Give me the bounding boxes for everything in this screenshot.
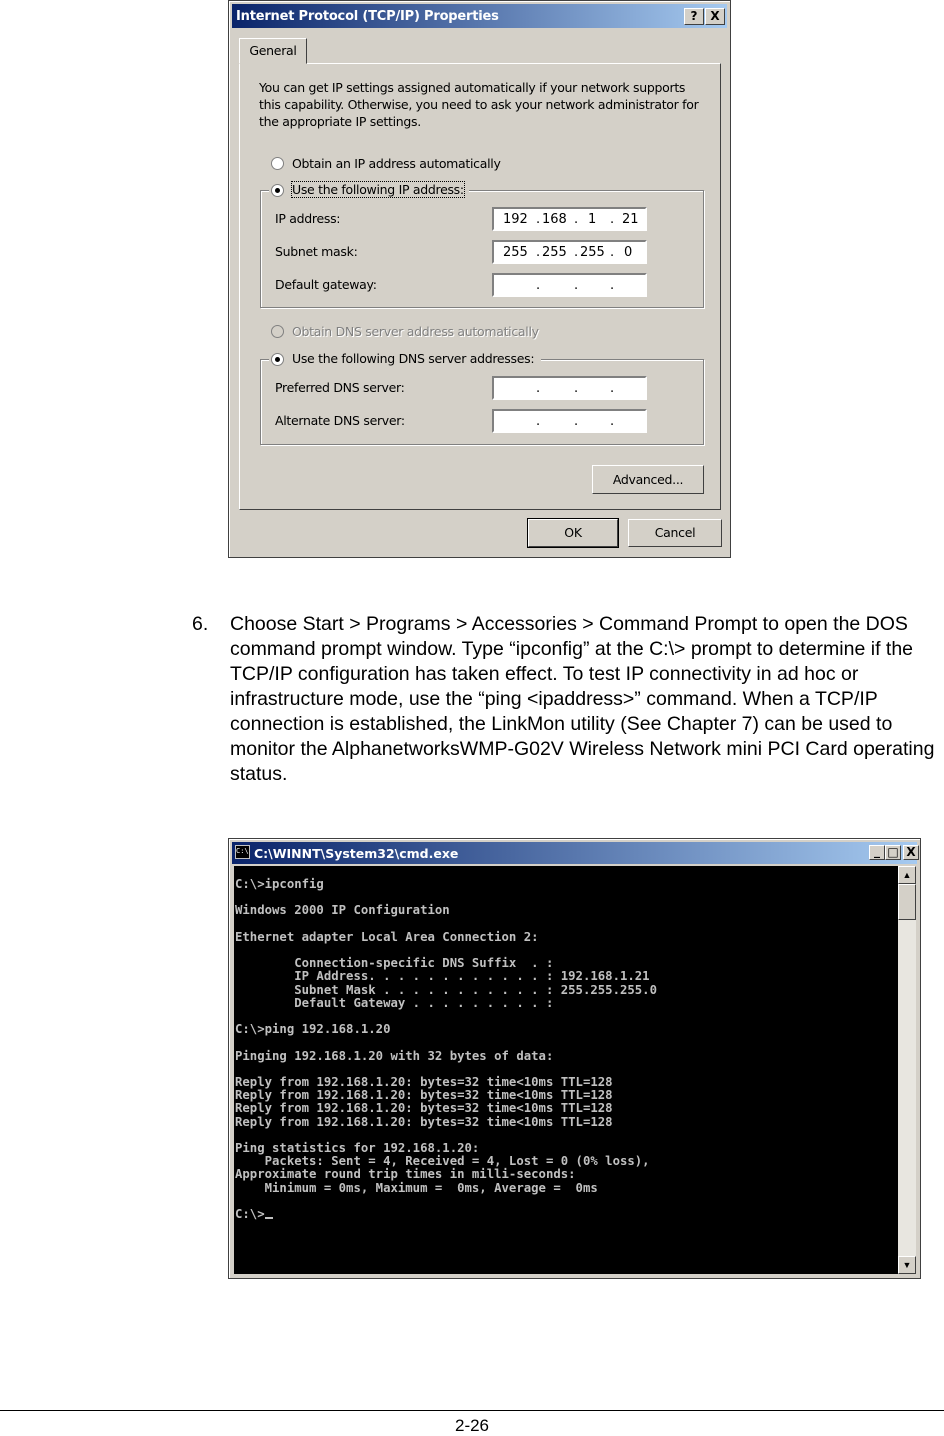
close-window-button[interactable]: X: [903, 845, 919, 860]
description-text: [259, 79, 698, 130]
dialog-title-bar[interactable]: [232, 4, 727, 28]
use-dns-radio[interactable]: [271, 353, 284, 366]
general-panel: [239, 63, 721, 510]
minimize-button[interactable]: _: [869, 845, 885, 860]
use-ip-radio[interactable]: [271, 184, 284, 197]
use-dns-legend: [269, 350, 541, 368]
cmd-title: C:\WINNT\System32\cmd.exe: [254, 846, 459, 861]
step-text: Choose Start > Programs > Accessories > Command Prompt to open the DOS command prompt window. Type “ipconfig” at the C:\> prompt to determine if the TCP/IP configuration has taken effect. To test IP connectivity in ad hoc or infrastructure mode, use the “ping <ipaddress>” command. When a TCP/IP connection is established, the LinkMon utility (See Chapter 7) can be used to monitor the AlphanetworksWMP-G02V Wireless Network mini PCI Card operating status.: [230, 613, 935, 785]
dialog-title: Internet Protocol (TCP/IP) Properties: [236, 9, 499, 24]
alternate-dns-label: Alternate DNS server:: [275, 413, 405, 428]
default-gateway-label: Default gateway:: [275, 277, 377, 292]
scroll-up-icon[interactable]: ▲: [898, 866, 916, 884]
obtain-dns-label: Obtain DNS server address automatically: [292, 324, 539, 339]
page-number: 2-26: [454, 1416, 490, 1435]
description-line: this capability. Otherwise, you need to ask your network administrator for: [259, 97, 699, 112]
cmd-title-bar[interactable]: [232, 842, 917, 864]
advanced-button[interactable]: Advanced...: [592, 465, 704, 494]
mask-octet: 255: [580, 245, 605, 260]
ip-address-label: IP address:: [275, 211, 341, 226]
cancel-button[interactable]: Cancel: [628, 519, 722, 547]
footer-rule: [0, 1410, 944, 1411]
ip-octet: 1: [588, 212, 597, 227]
mask-octet: 255: [503, 245, 528, 260]
subnet-mask-label: Subnet mask:: [275, 244, 358, 259]
cmd-window: [228, 838, 921, 1279]
tab-general[interactable]: General: [239, 38, 307, 64]
console-output[interactable]: [234, 866, 898, 1274]
subnet-mask-field[interactable]: 255 . 255 . 255 . 0: [492, 240, 647, 264]
obtain-ip-radio[interactable]: [271, 157, 284, 170]
maximize-button[interactable]: □: [885, 845, 901, 860]
console-icon[interactable]: C:\: [235, 845, 250, 859]
alternate-dns-field[interactable]: . . .: [492, 409, 647, 433]
ip-octet: 192: [503, 212, 528, 227]
console-text: C:\>ipconfig Windows 2000 IP Configuration Ethernet adapter Local Area Connection 2: Connection-specific DNS Suffix . : IP Address. . . . . . . . . . . . : 192.168.1.21 Subnet Mask . . . . . . . . . . . : 255.255.255.0 Default Gateway . . . . . . . . . : C:\>ping 192.168.1.20 Pinging 192.168.1.20 with 32 bytes of data: Reply from 192.168.1.20: bytes=32 time<10ms TTL=128 Reply from 192.168.1.20: bytes=32 time<10ms TTL=128 Reply from 192.168.1.20: bytes=32 time<10ms TTL=128 Reply from 192.168.1.20: bytes=32 time<10ms TTL=128 Ping statistics for 192.168.1.20: Packets: Sent = 4, Received = 4, Lost = 0 (0% loss), Approximate round trip times in milli-seconds: Minimum = 0ms, Maximum = 0ms, Average = 0ms C:\>: [235, 877, 657, 1222]
ip-address-field[interactable]: 192 . 168 . 1 . 21: [492, 207, 647, 231]
description-line: the appropriate IP settings.: [259, 114, 421, 129]
close-button[interactable]: X: [705, 8, 725, 25]
ip-octet: 21: [622, 212, 639, 227]
obtain-dns-radio[interactable]: [271, 325, 284, 338]
vertical-scrollbar[interactable]: [898, 866, 916, 1274]
text-cursor: [265, 1217, 273, 1219]
mask-octet: 255: [542, 245, 567, 260]
use-ip-label: Use the following IP address:: [292, 182, 464, 197]
ok-button[interactable]: OK: [528, 519, 618, 547]
tcpip-properties-dialog: [228, 0, 731, 558]
description-line: You can get IP settings assigned automatically if your network supports: [259, 80, 686, 95]
help-button[interactable]: ?: [684, 8, 704, 25]
use-dns-label: Use the following DNS server addresses:: [292, 351, 535, 366]
scroll-down-icon[interactable]: ▼: [898, 1256, 916, 1274]
default-gateway-field[interactable]: . . .: [492, 273, 647, 297]
use-ip-legend: [269, 181, 469, 199]
ip-octet: 168: [542, 212, 567, 227]
obtain-ip-label: Obtain an IP address automatically: [292, 156, 501, 171]
scroll-thumb[interactable]: [898, 884, 916, 920]
preferred-dns-field[interactable]: . . .: [492, 376, 647, 400]
step-number: 6.: [192, 613, 209, 635]
mask-octet: 0: [624, 245, 633, 260]
preferred-dns-label: Preferred DNS server:: [275, 380, 405, 395]
